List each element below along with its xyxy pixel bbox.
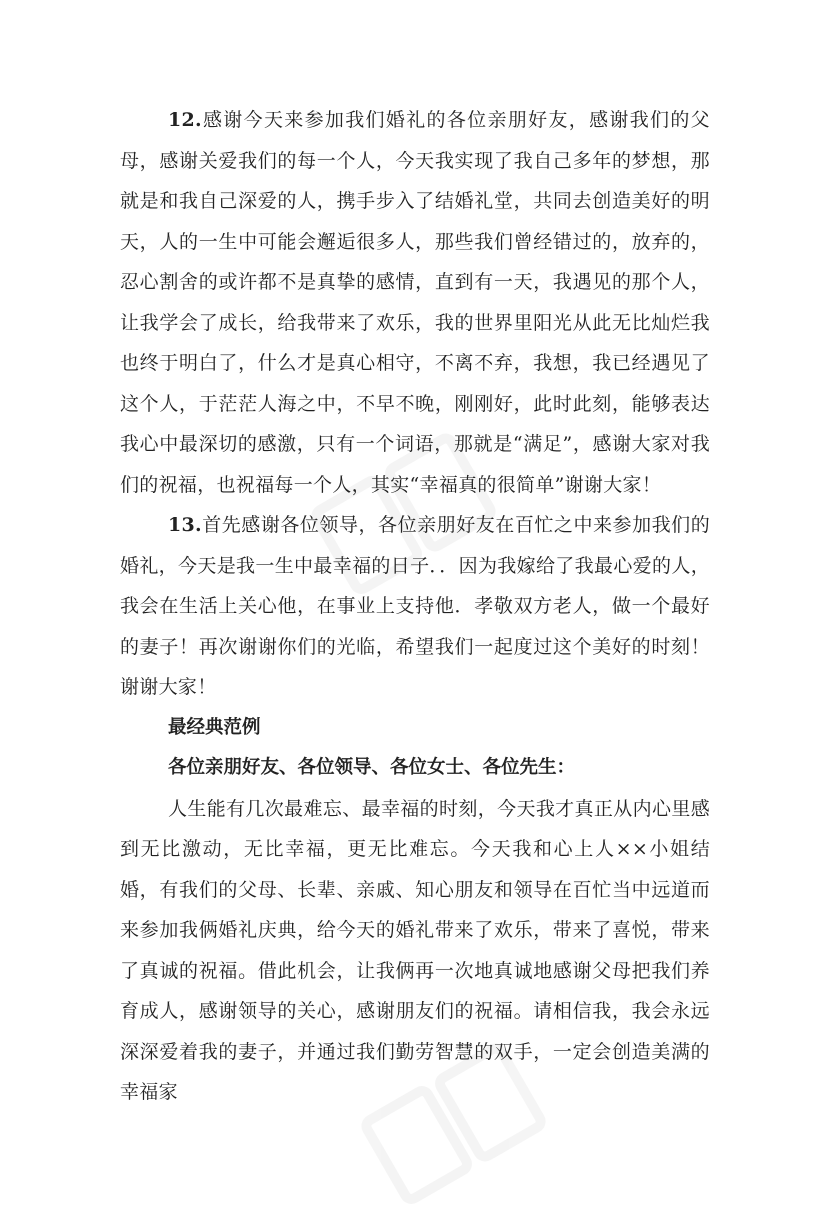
paragraph-number: 12.	[168, 109, 202, 131]
document-page	[120, 100, 710, 1113]
paragraph-text: 首先感谢各位领导，各位亲朋好友在百忙之中来参加我们的婚礼，今天是我一生中最幸福的日子．．因为我嫁给了我最心爱的人，我会在生活上关心他，在事业上支持他．孝敬双方老人，做一个最好的妻子！再次谢谢你们的光临，希望我们一起度过这个美好的时刻！谢谢大家！	[120, 514, 710, 698]
paragraph-number: 13.	[168, 514, 202, 536]
paragraph-12	[120, 100, 710, 505]
body-paragraph: 人生能有几次最难忘、最幸福的时刻，今天我才真正从内心里感到无比激动，无比幸福，更无比难忘。今天我和心上人××小姐结婚，有我们的父母、长辈、亲戚、知心朋友和领导在百忙当中远道而来参加我俩婚礼庆典，给今天的婚礼带来了欢乐，带来了喜悦，带来了真诚的祝福。借此机会，让我俩再一次地真诚地感谢父母把我们养育成人，感谢领导的关心，感谢朋友们的祝福。请相信我，我会永远深深爱着我的妻子，并通过我们勤劳智慧的双手，一定会创造美满的幸福家	[120, 797, 710, 1103]
section-title: 最经典范例	[168, 716, 261, 738]
salutation: 各位亲朋好友、各位领导、各位女士、各位先生：	[168, 757, 576, 778]
paragraph-text: 感谢今天来参加我们婚礼的各位亲朋好友，感谢我们的父母，感谢关爱我们的每一个人，今天我实现了我自己多年的梦想，那就是和我自己深爱的人，携手步入了结婚礼堂，共同去创造美好的明天，人的一生中可能会邂逅很多人，那些我们曾经错过的，放弃的，忍心割舍的或许都不是真挚的感情，直到有一天，我遇见的那个人，让我学会了成长，给我带来了欢乐，我的世界里阳光从此无比灿烂我也终于明白了，什么才是真心相守，不离不弃，我想，我已经遇见了这个人，于茫茫人海之中，不早不晚，刚刚好，此时此刻，能够表达我心中最深切的感激，只有一个词语，那就是“满足”，感谢大家对我们的祝福，也祝福每一个人，其实“幸福真的很简单”谢谢大家！	[120, 109, 710, 496]
paragraph-13	[120, 505, 710, 708]
